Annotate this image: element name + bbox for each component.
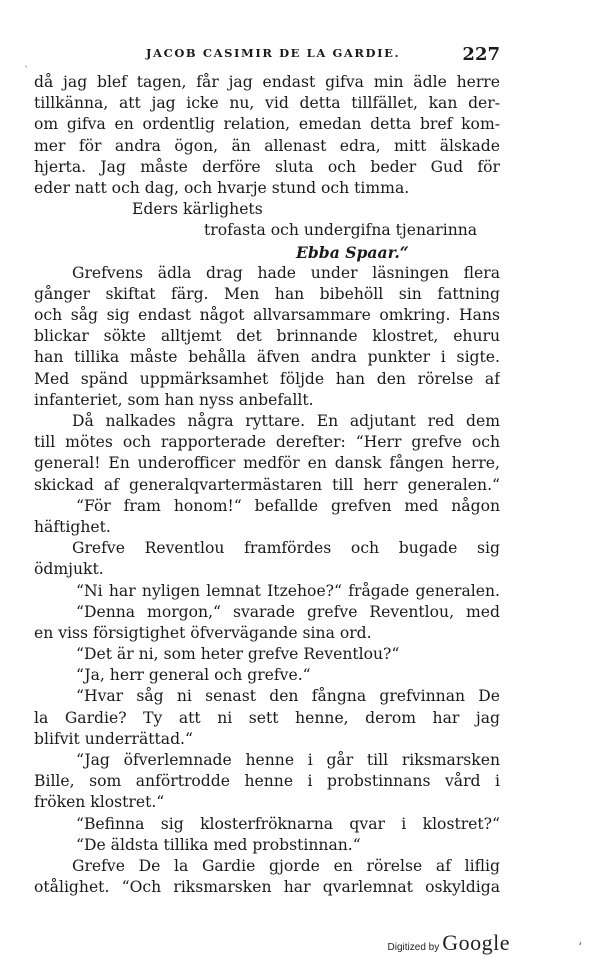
text-line: ödmjukt.	[34, 560, 104, 579]
text-line: han tillika måste behålla äfven andra punkter i sigte.	[34, 348, 500, 367]
text-line: mer för andra ögon, än allenast edra, mitt älskade	[34, 136, 500, 155]
digitized-label: Digitized by	[387, 942, 440, 953]
text-line: otålighet. “Och riksmarsken har qvarlemnat oskyldiga	[34, 878, 500, 897]
text-line: hjerta. Jag måste derföre sluta och beder Gud för	[34, 157, 500, 176]
text-line: en viss försigtighet öfvervägande sina ord.	[34, 623, 372, 642]
text-line: Eders kärlighets	[132, 200, 263, 219]
text-line: Bille, som anförtrodde henne i probstinnans vård i	[34, 772, 500, 791]
text-line: “Det är ni, som heter grefve Reventlou?“	[76, 645, 400, 664]
text-line: Då nalkades några ryttare. En adjutant red dem	[72, 412, 500, 430]
text-line: “Ni har nyligen lemnat Itzehoe?“ frågade generalen.	[76, 581, 500, 600]
text-line: Ebba Spaar.“	[296, 242, 409, 262]
text-line: blickar sökte alltjemt det brinnande klostret, ehuru	[34, 327, 500, 346]
google-logo-text: Google	[442, 930, 510, 955]
text-line: la Gardie? Ty att ni sett henne, derom har jag	[34, 708, 500, 727]
margin-tick: `	[24, 66, 29, 77]
text-line: Grefvens ädla drag hade under läsningen flera	[72, 263, 500, 282]
text-line: “Befinna sig klosterfröknarna qvar i klostret?“	[76, 814, 500, 833]
digitized-by-google-watermark	[388, 930, 510, 956]
page-header	[34, 44, 500, 66]
text-line: blifvit underrättad.“	[34, 729, 193, 748]
text-line: tillkänna, att jag icke nu, vid detta tillfället, kan der-	[34, 94, 500, 113]
body-text	[34, 72, 500, 898]
text-line: Grefve De la Gardie gjorde en rörelse af liflig	[72, 856, 500, 875]
text-line: “Jag öfverlemnade henne i går till riksmarsken	[76, 751, 500, 769]
text-line: infanteriet, som han nyss anbefallt.	[34, 390, 314, 409]
text-line: trofasta och undergifna tjenarinna	[204, 221, 478, 240]
text-line: fröken klostret.“	[34, 793, 165, 812]
text-line: då jag blef tagen, får jag endast gifva min ädle herre	[34, 73, 500, 91]
text-line: gånger skiftat färg. Men han bibehöll sin fattning	[34, 284, 500, 303]
text-line: och såg sig endast något allvarsammare omkring. Hans	[34, 306, 500, 325]
text-line: Med spänd uppmärksamhet följde han den rörelse af	[34, 369, 500, 388]
running-head: JACOB CASIMIR DE LA GARDIE.	[146, 46, 401, 60]
text-line: “För fram honom!“ befallde grefven med någon	[76, 496, 500, 515]
text-line: häftighet.	[34, 517, 111, 536]
text-line: “Denna morgon,“ svarade grefve Reventlou, med	[76, 602, 500, 621]
text-line: skickad af generalqvartermästaren till herr generalen.“	[34, 475, 500, 494]
text-line: eder natt och dag, och hvarje stund och timma.	[34, 178, 410, 197]
text-line: “De äldsta tillika med probstinnan.“	[76, 835, 361, 854]
page-number: 227	[462, 44, 500, 65]
text-line: “Ja, herr general och grefve.“	[76, 666, 311, 685]
text-line: till mötes och rapporterade derefter: “Herr grefve och	[34, 433, 500, 452]
text-line: “Hvar såg ni senast den fångna grefvinnan De	[76, 687, 500, 706]
edge-mark: ʻ	[578, 940, 582, 954]
text-line: general! En underofficer medför en dansk fången herre,	[34, 454, 500, 473]
text-line: om gifva en ordentlig relation, emedan detta bref kom-	[34, 115, 500, 134]
text-line: Grefve Reventlou framfördes och bugade sig	[72, 539, 500, 558]
